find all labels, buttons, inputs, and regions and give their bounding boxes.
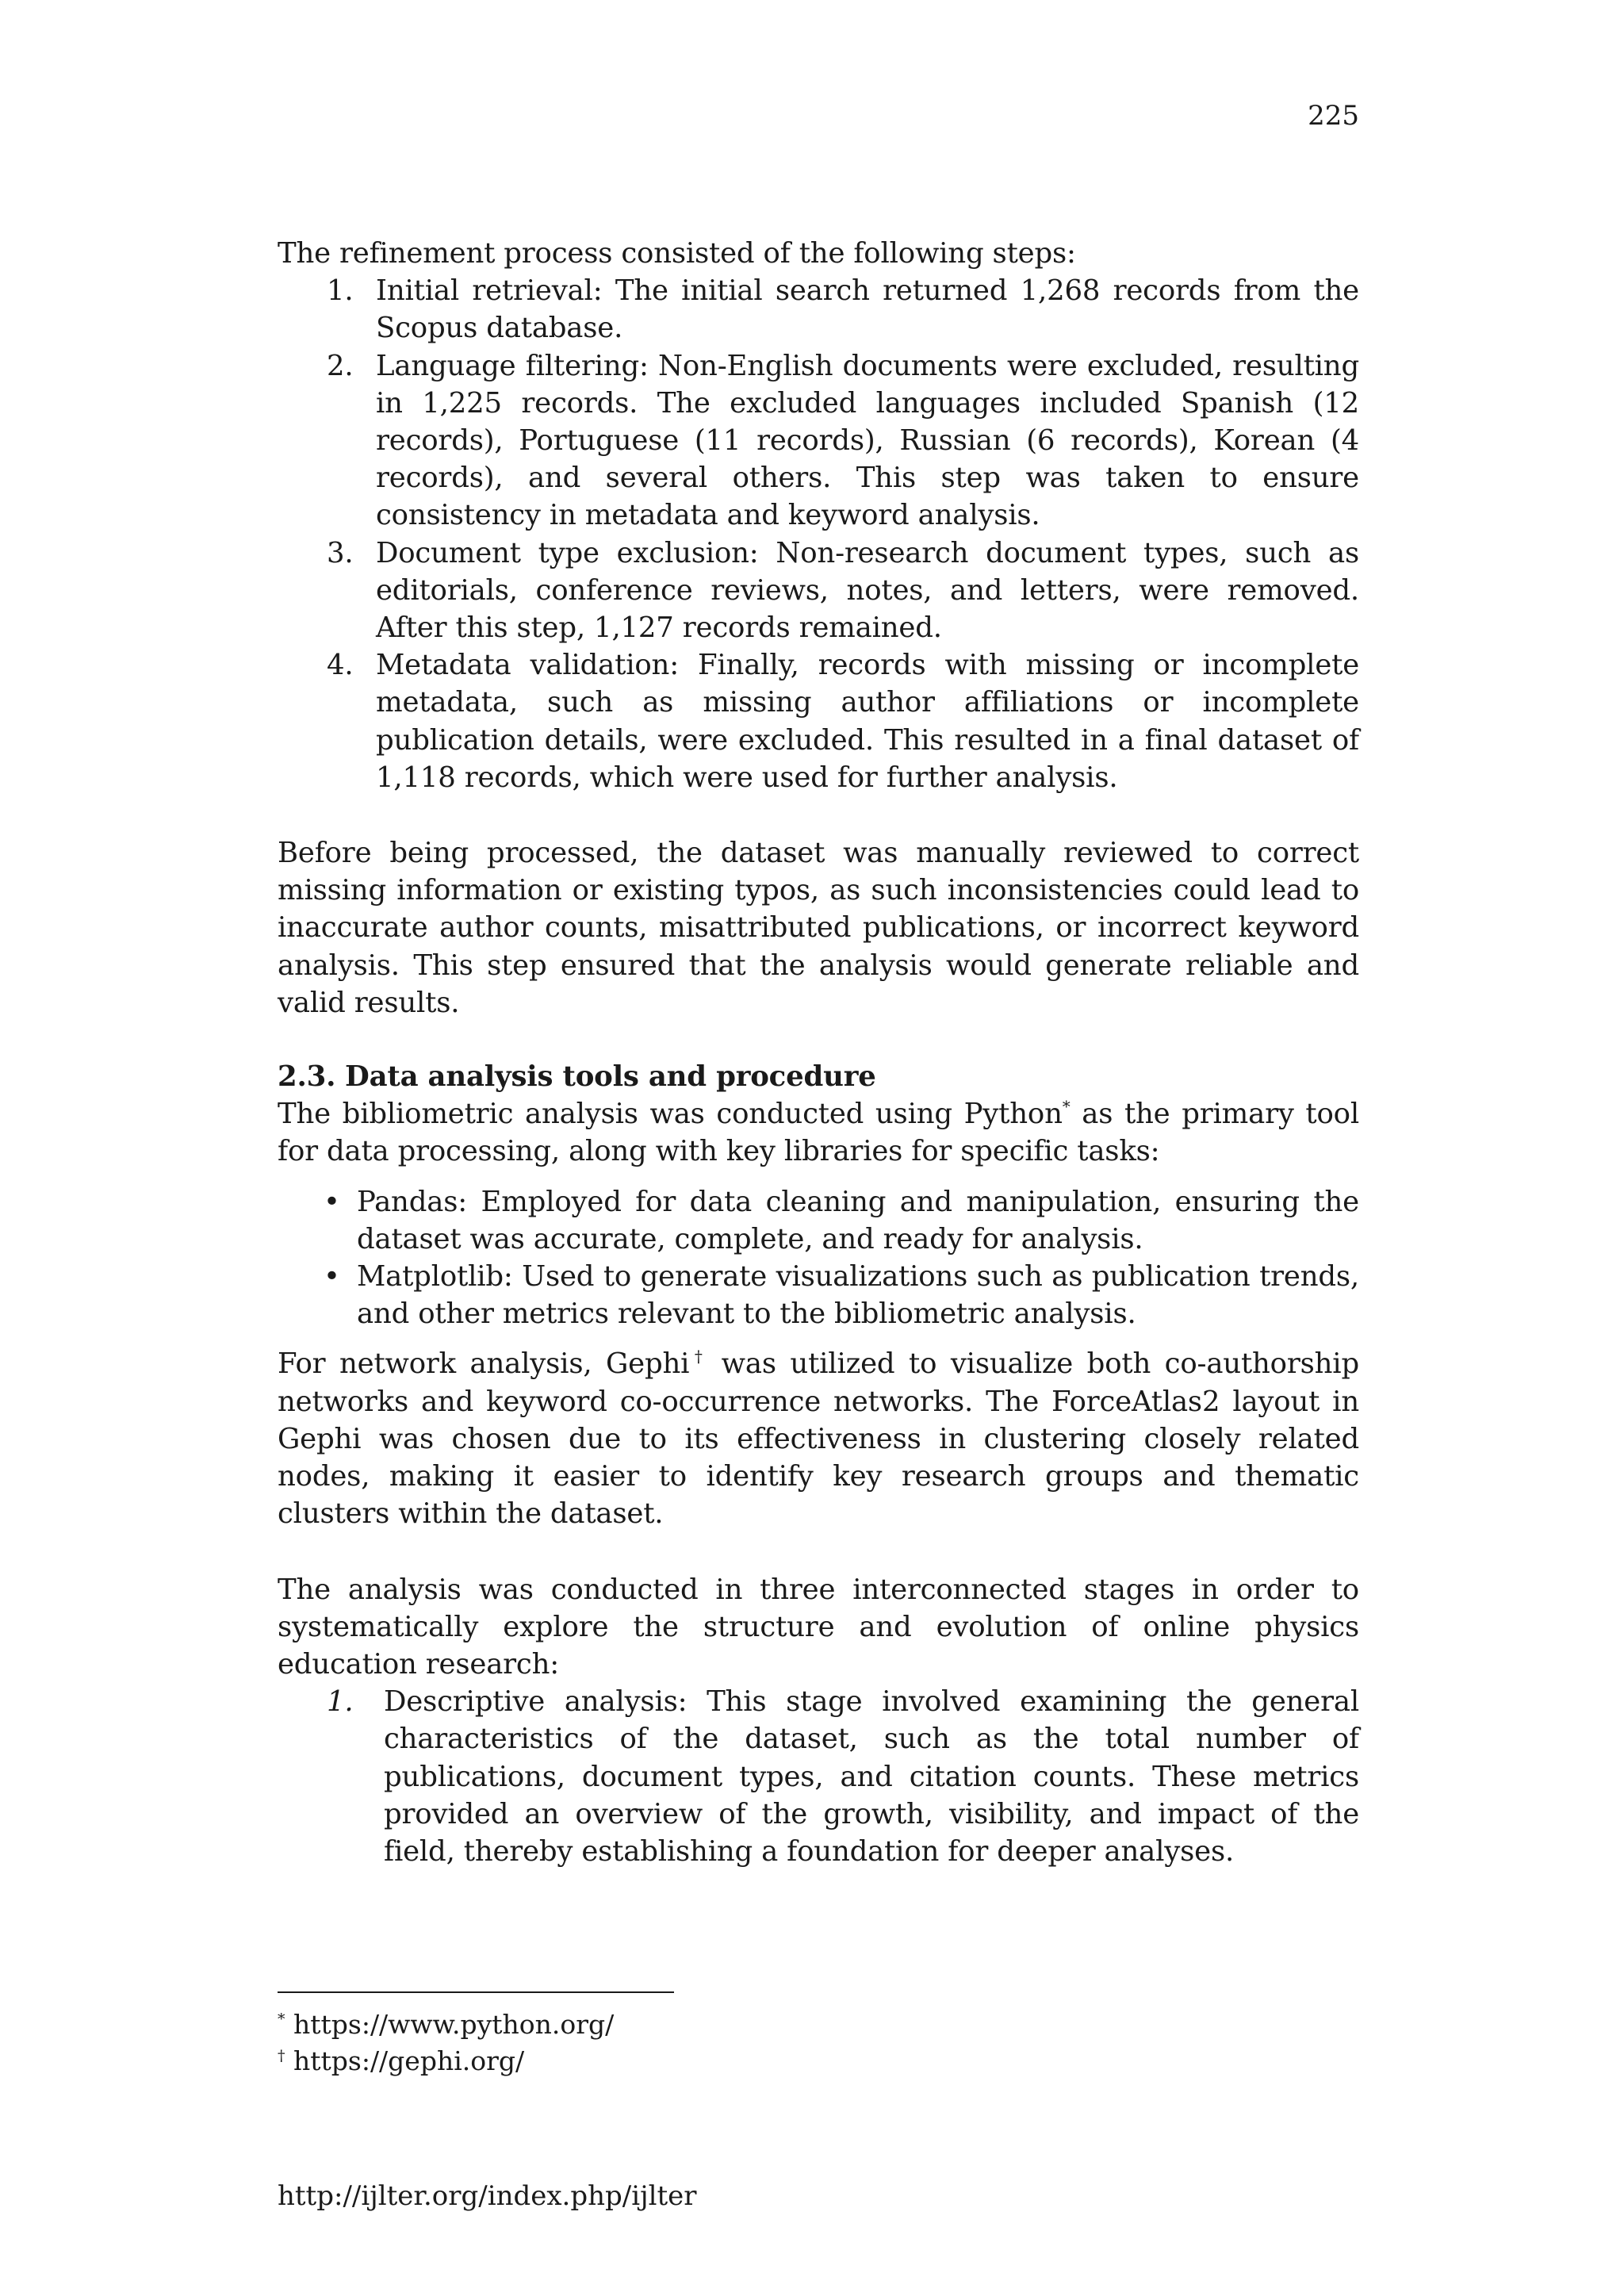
list-item <box>324 1183 1359 1258</box>
refinement-intro: The refinement process consisted of the following steps: <box>278 237 1076 270</box>
footnote-ref-gephi[interactable]: † <box>689 1347 708 1366</box>
list-item-text: Metadata validation: Finally, records with missing or incomplete metadata, such as missing author affiliations or incomplete publication details, were excluded. This resulted in a final dataset of 1,118 records, which were used for further analysis. <box>376 649 1359 794</box>
section-number: 2.3. <box>278 1060 336 1094</box>
section-heading <box>278 1058 1359 1095</box>
list-item-text: Pandas: Employed for data cleaning and manipulation, ensuring the dataset was accurate, complete, and ready for analysis. <box>357 1185 1359 1255</box>
libraries-list <box>278 1183 1359 1333</box>
footnote-link-python[interactable]: https://www.python.org/ <box>285 2009 615 2040</box>
bullet-icon: • <box>324 1185 340 1218</box>
main-content <box>278 235 1359 1870</box>
page-number: 225 <box>1308 100 1359 132</box>
list-item-number: 1. <box>327 1685 354 1719</box>
footnote-ref-python[interactable]: * <box>1062 1097 1071 1117</box>
list-item-text: Matplotlib: Used to generate visualizations such as publication trends, and other metrics relevant to the bibliometric analysis. <box>357 1260 1359 1331</box>
network-paragraph: For network analysis, Gephi† was utilized to visualize both co-authorship networks and keyword co-occurrence networks. The ForceAtlas2 layout in Gephi was chosen due to its effectiveness in clustering closely related nodes, making it easier to identify key research groups and thematic clusters within the dataset. <box>278 1347 1359 1531</box>
refinement-steps-list <box>278 272 1359 796</box>
list-item <box>327 1683 1359 1870</box>
review-paragraph: Before being processed, the dataset was manually reviewed to correct missing information or existing typos, as such inconsistencies could lead to inaccurate author counts, misattributed publications, or incorrect keyword analysis. This step ensured that the analysis would generate reliable and valid results. <box>278 837 1359 1019</box>
footer-url[interactable]: http://ijlter.org/index.php/ijlter <box>278 2180 697 2212</box>
list-item <box>327 535 1359 647</box>
footnotes <box>278 2007 614 2079</box>
list-item <box>324 1258 1359 1332</box>
analysis-stages-list <box>278 1683 1359 1870</box>
stages-intro: The analysis was conducted in three interconnected stages in order to systematically explore the structure and evolution of online physics education research: <box>278 1573 1359 1681</box>
list-item-text: Document type exclusion: Non-research document types, such as editorials, conference reviews, notes, and letters, were removed. After this step, 1,127 records remained. <box>376 536 1359 645</box>
section-intro: The bibliometric analysis was conducted using Python* as the primary tool for data processing, along with key libraries for specific tasks: <box>278 1097 1359 1168</box>
list-item <box>327 272 1359 347</box>
footnote-python: * https://www.python.org/ <box>278 2009 615 2040</box>
section-title: Data analysis tools and procedure <box>345 1060 876 1094</box>
list-item <box>327 347 1359 535</box>
footnote-gephi: † https://gephi.org/ <box>278 2045 525 2076</box>
list-item <box>327 646 1359 796</box>
footnote-link-gephi[interactable]: https://gephi.org/ <box>285 2045 525 2076</box>
list-item-number: 1. <box>327 274 354 308</box>
list-item-text: Language filtering: Non-English documents were excluded, resulting in 1,225 records. The excluded languages included Spanish (12 records), Portuguese (11 records), Russian (6 records), Korean (4 records), and several others. This step was taken to ensure consistency in metadata and keyword analysis. <box>376 349 1359 532</box>
list-item-number: 3. <box>327 536 354 569</box>
list-item-number: 4. <box>327 649 354 682</box>
list-item-text: Descriptive analysis: This stage involved examining the general characteristics of the dataset, such as the total number of publications, document types, and citation counts. These metrics provided an overview of the growth, visibility, and impact of the field, thereby establishing a foundation for deeper analyses. <box>384 1685 1359 1868</box>
footnote-divider <box>278 1991 674 1993</box>
list-item-text: Initial retrieval: The initial search returned 1,268 records from the Scopus database. <box>376 274 1359 345</box>
bullet-icon: • <box>324 1260 340 1294</box>
list-item-number: 2. <box>327 349 354 382</box>
